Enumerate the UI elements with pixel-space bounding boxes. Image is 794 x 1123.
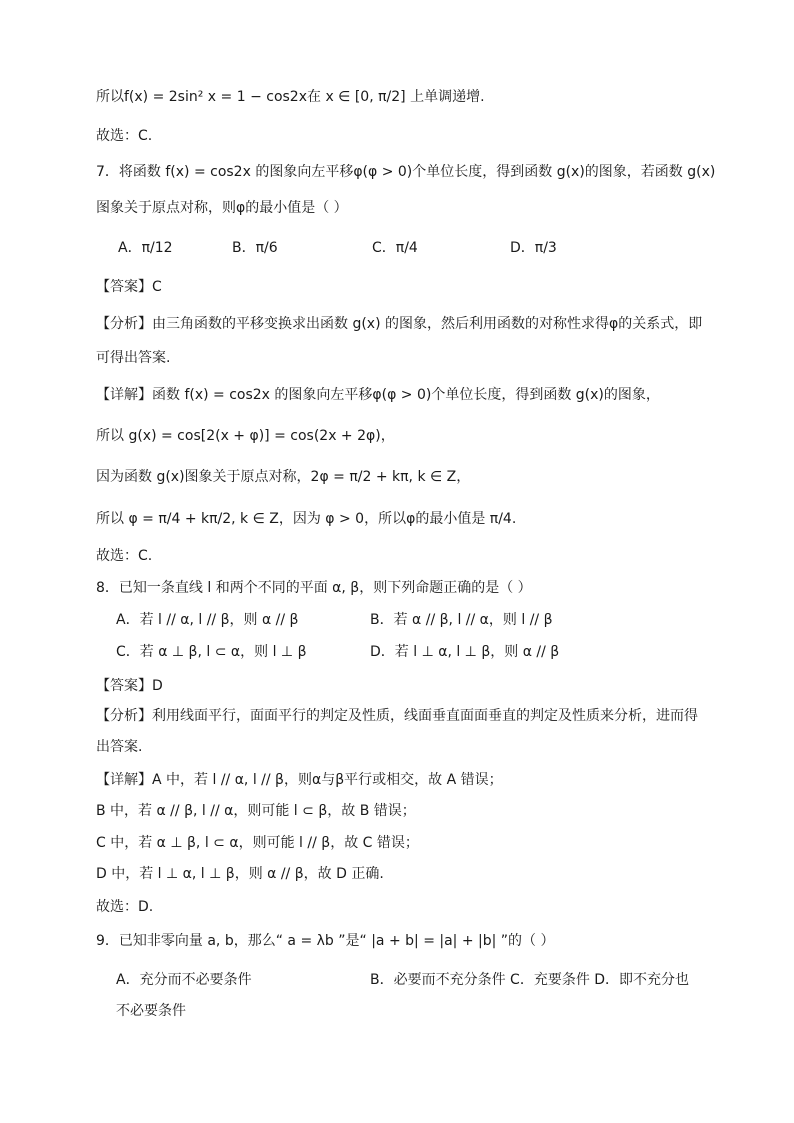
- question-8-stem: 8．已知一条直线 l 和两个不同的平面 α, β，则下列命题正确的是（ ）: [96, 580, 532, 596]
- q7-analysis: 【分析】由三角函数的平移变换求出函数 g(x) 的图象，然后利用函数的对称性求得φ的关系式，即: [96, 316, 703, 332]
- q7-option-a: A．π/12: [118, 240, 173, 256]
- q8-option-c: C．若 α ⊥ β, l ⊂ α，则 l ⊥ β: [116, 644, 307, 660]
- q7-analysis-cont: 可得出答案.: [96, 350, 171, 366]
- text-line: 故选：C.: [96, 128, 153, 144]
- q8-detail-4: D 中，若 l ⊥ α, l ⊥ β，则 α // β，故 D 正确.: [96, 866, 384, 882]
- question-7-stem-cont: 图象关于原点对称，则φ的最小值是（ ）: [96, 200, 348, 216]
- q7-option-d: D．π/3: [510, 240, 557, 256]
- q9-option-a: A．充分而不必要条件: [116, 972, 252, 988]
- q9-option-d-cont: 不必要条件: [116, 1003, 186, 1019]
- question-7-stem: 7．将函数 f(x) = cos2x 的图象向左平移φ(φ > 0)个单位长度，得到函数 g(x)的图象，若函数 g(x): [96, 164, 716, 180]
- q8-detail-1: 【详解】A 中，若 l // α, l // β，则α与β平行或相交，故 A 错误；: [96, 772, 503, 788]
- text-line: 所以f(x) = 2sin² x = 1 − cos2x在 x ∈ [0, π/2] 上单调递增.: [96, 89, 485, 105]
- q8-answer: 【答案】D: [96, 678, 163, 694]
- q8-option-d: D．若 l ⊥ α, l ⊥ β，则 α // β: [370, 644, 560, 660]
- q8-analysis: 【分析】利用线面平行，面面平行的判定及性质，线面垂直面面垂直的判定及性质来分析，进而得: [96, 708, 698, 724]
- question-9-stem: 9．已知非零向量 a, b，那么“ a = λb ”是“ |a + b| = |a| + |b| ”的（ ）: [96, 933, 555, 949]
- q7-answer: 【答案】C: [96, 279, 162, 295]
- q8-option-b: B．若 α // β, l // α，则 l // β: [370, 612, 553, 628]
- q7-detail-1: 【详解】函数 f(x) = cos2x 的图象向左平移φ(φ > 0)个单位长度，得到函数 g(x)的图象，: [96, 387, 660, 403]
- q8-choose: 故选：D.: [96, 899, 154, 915]
- q8-detail-2: B 中，若 α // β, l // α，则可能 l ⊂ β，故 B 错误；: [96, 803, 416, 819]
- q8-analysis-cont: 出答案.: [96, 739, 143, 755]
- q7-choose: 故选：C.: [96, 548, 153, 564]
- q8-detail-3: C 中，若 α ⊥ β, l ⊂ α，则可能 l // β，故 C 错误；: [96, 835, 419, 851]
- q7-detail-4: 所以 φ = π/4 + kπ/2, k ∈ Z，因为 φ > 0，所以φ的最小值是 π/4.: [96, 511, 517, 527]
- q8-option-a: A．若 l // α, l // β，则 α // β: [116, 612, 299, 628]
- q7-detail-3: 因为函数 g(x)图象关于原点对称，2φ = π/2 + kπ, k ∈ Z，: [96, 469, 471, 485]
- q7-option-b: B．π/6: [232, 240, 278, 256]
- q7-detail-2: 所以 g(x) = cos[2(x + φ)] = cos(2x + 2φ)，: [96, 428, 395, 444]
- q7-option-c: C．π/4: [372, 240, 418, 256]
- q9-option-bcd: B．必要而不充分条件 C．充要条件 D．即不充分也: [370, 972, 690, 988]
